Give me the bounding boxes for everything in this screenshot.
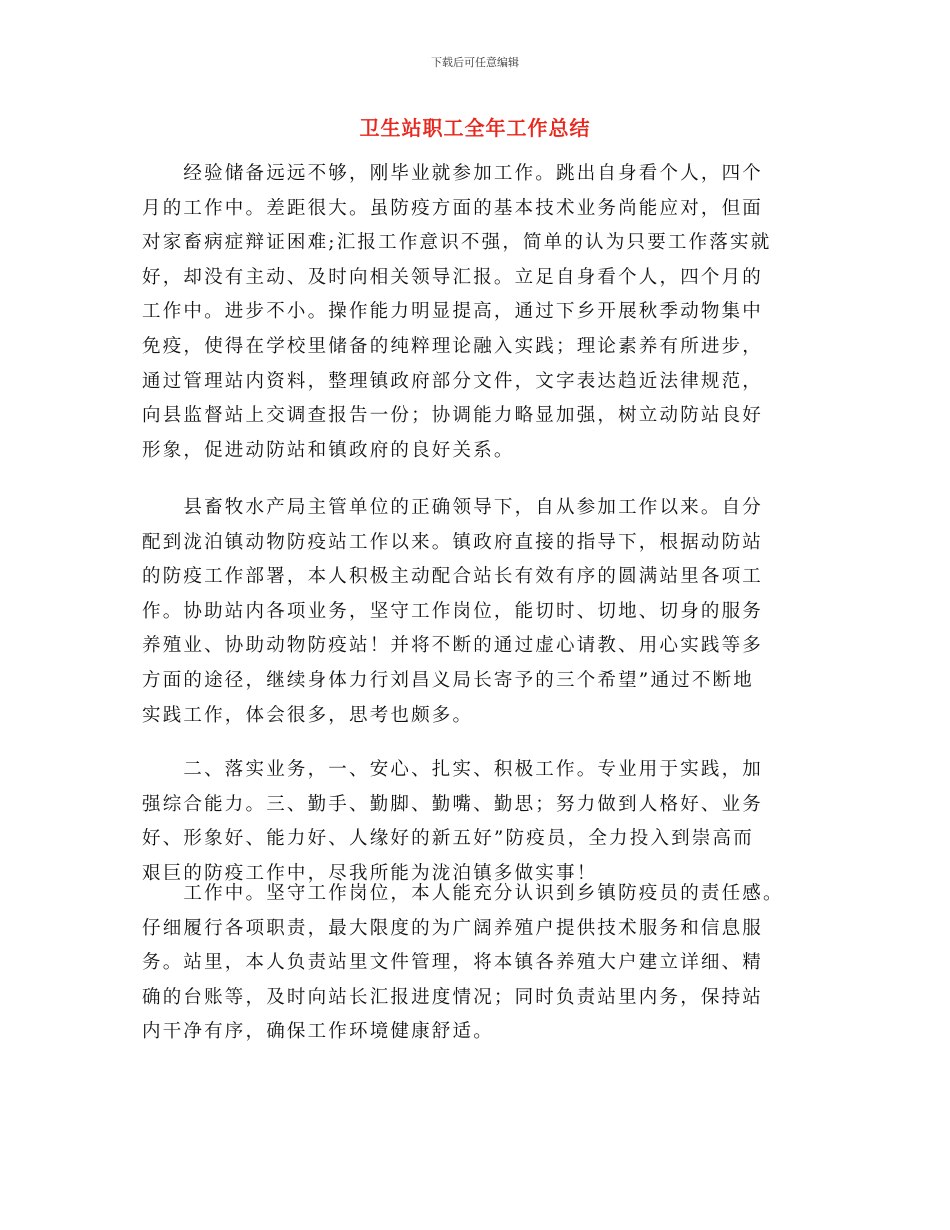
paragraph-line: 强综合能力。三、勤手、勤脚、勤嘴、勤思；努力做到人格好、业务 <box>142 793 764 815</box>
paragraph-line: 工作中。坚守工作岗位，本人能充分认识到乡镇防疫员的责任感。 <box>142 883 784 904</box>
paragraph-3 <box>142 753 806 891</box>
paragraph-line: 通过管理站内资料，整理镇政府部分文件，文字表达趋近法律规范， <box>142 370 764 392</box>
paragraph-4 <box>142 877 806 1050</box>
paragraph-line: 月的工作中。差距很大。虽防疫方面的基本技术业务尚能应对，但面 <box>142 197 764 219</box>
paragraph-line: 的防疫工作部署，本人积极主动配合站长有效有序的圆满站里各项工 <box>142 566 764 588</box>
paragraph-line: 工作中。进步不小。操作能力明显提高，通过下乡开展秋季动物集中 <box>142 301 764 323</box>
paragraph-line: 作。协助站内各项业务，坚守工作岗位，能切时、切地、切身的服务 <box>142 600 764 622</box>
paragraph-line: 实践工作，体会很多，思考也颇多。 <box>142 704 474 726</box>
paragraph-line: 好、形象好、能力好、人缘好的新五好”防疫员，全力投入到崇高而 <box>142 828 754 850</box>
paragraph-line: 艰巨的防疫工作中，尽我所能为泷泊镇多做实事！ <box>142 862 598 884</box>
paragraph-line: 二、落实业务，一、安心、扎实、积极工作。专业用于实践，加 <box>142 759 764 780</box>
header-note: 下载后可任意编辑 <box>431 56 519 69</box>
document-title: 卫生站职工全年工作总结 <box>359 116 591 140</box>
paragraph-line: 免疫，使得在学校里储备的纯粹理论融入实践；理论素养有所进步， <box>142 335 764 357</box>
paragraph-line: 养殖业、协助动物防疫站！并将不断的通过虚心请教、用心实践等多 <box>142 635 764 657</box>
paragraph-line: 经验储备远远不够，刚毕业就参加工作。跳出自身看个人，四个 <box>142 163 764 184</box>
paragraph-line: 形象，促进动防站和镇政府的良好关系。 <box>142 439 515 461</box>
paragraph-line: 确的台账等，及时向站长汇报进度情况；同时负责站里内务，保持站 <box>142 986 764 1008</box>
paragraph-line: 务。站里，本人负责站里文件管理，将本镇各养殖大户建立详细、精 <box>142 952 764 974</box>
paragraph-line: 好，却没有主动、及时向相关领导汇报。立足自身看个人，四个月的 <box>142 266 764 288</box>
paragraph-line: 配到泷泊镇动物防疫站工作以来。镇政府直接的指导下，根据动防站 <box>142 531 764 553</box>
paragraph-2 <box>142 491 806 733</box>
paragraph-1 <box>142 157 806 468</box>
paragraph-line: 仔细履行各项职责，最大限度的为广阔养殖户提供技术服务和信息服 <box>142 917 764 939</box>
paragraph-line: 内干净有序，确保工作环境健康舒适。 <box>142 1021 494 1043</box>
paragraph-line: 向县监督站上交调查报告一份；协调能力略显加强，树立动防站良好 <box>142 405 764 427</box>
paragraph-line: 对家畜病症辩证困难;汇报工作意识不强，简单的认为只要工作落实就 <box>142 232 772 254</box>
paragraph-line: 县畜牧水产局主管单位的正确领导下，自从参加工作以来。自分 <box>142 497 764 518</box>
paragraph-line: 方面的途径，继续身体力行刘昌义局长寄予的三个希望”通过不断地 <box>142 669 754 691</box>
